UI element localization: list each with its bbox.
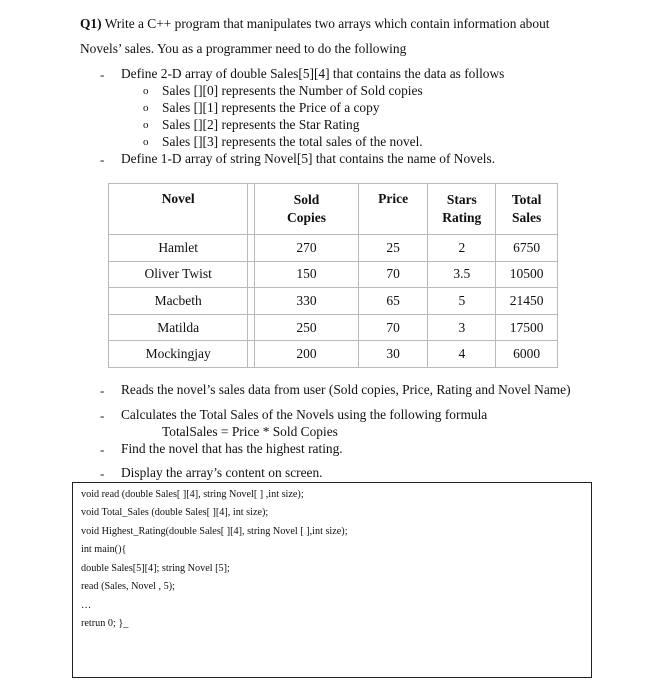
spacer-column [248, 314, 255, 341]
cell-price: 30 [358, 341, 428, 368]
sales-table [108, 183, 558, 368]
code-line-7: … [81, 600, 92, 611]
header-sold-copies: Sold Copies [255, 184, 358, 235]
circle-bullet: o [143, 136, 149, 148]
cell-price: 70 [358, 314, 428, 341]
dash-bullet: - [100, 383, 105, 398]
dash-bullet: - [100, 466, 105, 481]
cell-sold: 150 [255, 261, 358, 288]
cell-sold: 250 [255, 314, 358, 341]
code-line-3: void Highest_Rating(double Sales[ ][4], string Novel [ ],int size); [81, 526, 348, 537]
task-display: Display the array’s content on screen. [121, 465, 323, 480]
cell-novel: Oliver Twist [109, 261, 248, 288]
cell-rating: 4 [428, 341, 496, 368]
spacer-column [248, 261, 255, 288]
header-novel: Novel [109, 184, 248, 235]
cell-sold: 200 [255, 341, 358, 368]
cell-total: 6750 [496, 235, 558, 262]
code-line-2: void Total_Sales (double Sales[ ][4], int size); [81, 507, 269, 518]
dash-bullet: - [100, 442, 105, 457]
table-row [109, 261, 558, 288]
sub-item-0: Sales [][0] represents the Number of Sold copies [162, 83, 423, 98]
sub-item-3: Sales [][3] represents the total sales of the novel. [162, 134, 423, 149]
cell-rating: 3 [428, 314, 496, 341]
header-stars-rating: Stars Rating [428, 184, 496, 235]
table-row [109, 314, 558, 341]
task-formula: TotalSales = Price * Sold Copies [162, 424, 338, 439]
table-row [109, 288, 558, 315]
task-find: Find the novel that has the highest rating. [121, 441, 343, 456]
cell-rating: 5 [428, 288, 496, 315]
task-read: Reads the novel’s sales data from user (Sold copies, Price, Rating and Novel Name) [121, 382, 571, 397]
dash-bullet: - [100, 67, 105, 82]
cell-novel: Hamlet [109, 235, 248, 262]
sub-item-1: Sales [][1] represents the Price of a copy [162, 100, 380, 115]
cell-sold: 270 [255, 235, 358, 262]
cell-total: 10500 [496, 261, 558, 288]
table-header-row [109, 184, 558, 235]
header-price: Price [358, 184, 428, 235]
sub-item-2: Sales [][2] represents the Star Rating [162, 117, 360, 132]
cell-total: 17500 [496, 314, 558, 341]
spacer-column [248, 288, 255, 315]
header-total-sales: Total Sales [496, 184, 558, 235]
code-line-4: int main(){ [81, 544, 127, 555]
cell-total: 6000 [496, 341, 558, 368]
cell-novel: Macbeth [109, 288, 248, 315]
circle-bullet: o [143, 119, 149, 131]
question-line-2: Novels’ sales. You as a programmer need to do the following [80, 41, 407, 56]
code-line-5: double Sales[5][4]; string Novel [5]; [81, 563, 230, 574]
table-row [109, 235, 558, 262]
question-line-1: Write a C++ program that manipulates two arrays which contain information about [104, 16, 550, 31]
cell-novel: Matilda [109, 314, 248, 341]
cell-rating: 3.5 [428, 261, 496, 288]
spacer-column [248, 341, 255, 368]
dash-bullet: - [100, 408, 105, 423]
circle-bullet: o [143, 102, 149, 114]
code-line-1: void read (double Sales[ ][4], string Novel[ ] ,int size); [81, 489, 304, 500]
question-text [80, 16, 550, 32]
cell-sold: 330 [255, 288, 358, 315]
define-2d-text: Define 2-D array of double Sales[5][4] that contains the data as follows [121, 66, 505, 81]
cell-price: 25 [358, 235, 428, 262]
code-line-6: read (Sales, Novel , 5); [81, 581, 175, 592]
cell-rating: 2 [428, 235, 496, 262]
spacer-column [248, 235, 255, 262]
question-label: Q1) [80, 16, 102, 31]
cell-price: 70 [358, 261, 428, 288]
cell-total: 21450 [496, 288, 558, 315]
code-box [72, 482, 592, 678]
circle-bullet: o [143, 85, 149, 97]
table-row [109, 341, 558, 368]
spacer-column [248, 184, 255, 235]
cell-price: 65 [358, 288, 428, 315]
code-line-8: retrun 0; }_ [81, 618, 129, 629]
define-1d-text: Define 1-D array of string Novel[5] that contains the name of Novels. [121, 151, 496, 166]
task-calc: Calculates the Total Sales of the Novels using the following formula [121, 407, 488, 422]
cell-novel: Mockingjay [109, 341, 248, 368]
dash-bullet: - [100, 152, 105, 167]
